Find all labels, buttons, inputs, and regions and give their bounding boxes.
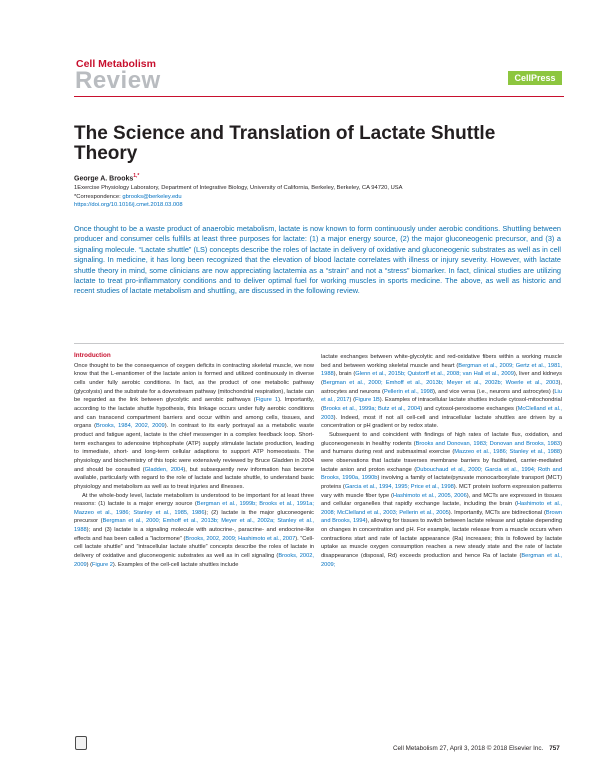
text: Subsequent to and coincident with findings of high rates of lactate flux, oxidation, and gluconeogenesis in healthy rodents ( xyxy=(321,431,562,447)
publisher-name: CellPress xyxy=(514,73,556,83)
reference-link[interactable]: Brooks and Donovan, 1983; Donovan and Brooks, 1983 xyxy=(415,440,561,447)
correspondence-label: *Correspondence: xyxy=(74,193,123,200)
left-column xyxy=(74,352,314,569)
reference-link[interactable]: Pellerin et al., 1998 xyxy=(383,388,433,395)
journal-name: Cell Metabolism xyxy=(76,58,156,70)
text: ), but subsequently new information has become available, particularly with regard to the role of lactate and lactate shuttle, to understand basic physiology and metabolism as well as to treat injuries and illnesses. xyxy=(74,466,314,490)
footer-citation: Cell Metabolism 27, April 3, 2018 © 2018 Elsevier Inc. xyxy=(393,745,544,752)
reference-link[interactable]: Mazzeo et al., 1986; Stanley et al., 1988 xyxy=(454,449,561,456)
text: ). MCT protein isoform expression patterns vary with muscle fiber type ( xyxy=(321,483,562,499)
text: ). Importantly, according to the lactate shuttle hypothesis, this linkage occurs under fully aerobic conditions and can transcend compartment barriers and occur within and among cells, tissues, and organs ( xyxy=(74,397,315,430)
text: ), and MCTs are expressed in tissues and cellular organelles that rapidly exchange lactate, including the brain ( xyxy=(321,492,562,508)
affiliation: 1Exercise Physiology Laboratory, Department of Integrative Biology, University of California, Berkeley, Berkeley, CA 94720, USA xyxy=(74,185,403,191)
affiliation-block xyxy=(74,184,544,210)
reference-link[interactable]: Dubouchaud et al., 2000; Garcia et al., 1994; Roth and Brooks, 1990a, 1990b xyxy=(321,466,562,482)
text: ) ( xyxy=(349,397,355,404)
text: ). Importantly, MCTs are bidirectional ( xyxy=(448,509,546,516)
reference-link[interactable]: Bergman et al., 2000; Emhoff et al., 2013b; Meyer et al., 2002a; Stanley et al., 1988 xyxy=(74,518,315,534)
text: ) were observations that lactate traverses membrane barriers by facilitated, carrier-mediated lactate anion and proton exchange ( xyxy=(321,449,562,473)
reference-link[interactable]: Bergman et al., 2000; Emhoff et al., 2013b; Meyer et al., 2002b; Woerle et al., 2003 xyxy=(322,379,559,386)
paragraph xyxy=(321,431,562,570)
publisher-logo xyxy=(508,71,562,85)
reference-link[interactable]: Brooks, 1984, 2002, 2009 xyxy=(96,423,165,430)
author-marks: 1,* xyxy=(133,173,140,179)
reference-link[interactable]: Hashimoto et al., 2008; McClelland et al., 2003; Pellerin et al., 2005 xyxy=(321,501,562,516)
section-label: Review xyxy=(75,67,161,94)
text: ), brain ( xyxy=(333,371,356,378)
author-name: George A. Brooks xyxy=(74,175,134,183)
text: ); (2) lactate is the major gluconeogenic precursor ( xyxy=(74,509,314,525)
text: ). Examples of the cell-cell lactate shuttles include xyxy=(112,561,239,568)
reference-link[interactable]: McClelland et al., 2003 xyxy=(321,405,563,421)
doi-link[interactable]: https://doi.org/10.1016/j.cmet.2018.03.008 xyxy=(74,202,183,209)
reference-link[interactable]: Hashimoto et al., 2005, 2006 xyxy=(392,492,467,499)
abstract: Once thought to be a waste product of anaerobic metabolism, lactate is now known to form continuously under aerobic conditions. Shuttling between producer and consumer cells fulfills at least three purposes for lactate: (1) a major energy source, (2) the major gluconeogenic precursor, and (3) a signaling molecule. “Lactate shuttle” (LS) concepts describe the roles of lactate in delivery of oxidative and gluconeogenic substrates as well as in cell signaling. In medicine, it has long been recognized that the elevation of blood lactate correlates with illness or injury severity. However, with lactate shuttle theory in mind, some clinicians are now appreciating lactatemia as a “strain” and not a “stress” biomarker. In fact, clinical studies are utilizing lactate to treat pro-inflammatory conditions and to deliver optimal fuel for working muscles in sports medicine. The above, as well as historic and recent studies of lactate metabolism and shuttling, are discussed in the following review. xyxy=(74,224,561,296)
paragraph xyxy=(74,362,314,492)
right-column xyxy=(321,353,562,569)
text: ), allowing for tissues to switch between lactate release and uptake depending on changes in concentration and pH. For example, lactate release from a muscle occurs when contractions start and rate of lactate appearance (Ra) increases; this is followed by lactate uptake as muscle oxygen consumption reaches a new steady state and the rate of lactate disappearance (disposal, Rd) exceeds production and hence Ra of lactate ( xyxy=(321,518,562,560)
reference-link[interactable]: Bergman et al., 2009; xyxy=(321,553,562,568)
paragraph xyxy=(321,353,562,431)
introduction-heading: Introduction xyxy=(74,352,111,359)
reference-link[interactable]: Brown and Brooks, 1994 xyxy=(321,509,562,525)
text: ). “Cell-cell lactate shuttle” and “intracellular lactate shuttle” concepts describe the roles of lactate in delivery of oxidative and gluconeogenic substrates as well as in cell signaling ( xyxy=(74,535,314,560)
page-number: 757 xyxy=(549,745,560,752)
reference-link[interactable]: Brooks, 2002, 2009 xyxy=(74,553,314,568)
text: ). Indeed, most if not all cell-cell and intracellular lactate shuttles are driven by a concentration or pH gradient or by redox state. xyxy=(321,414,562,430)
text: lactate exchanges between white-glycolytic and red-oxidative fibers within a working muscle bed and between working skeletal muscle and heart ( xyxy=(321,354,562,369)
text: ) ( xyxy=(86,561,93,568)
reference-link[interactable]: Figure 1 xyxy=(255,397,279,404)
text: ) and humans during rest and submaximal exercise ( xyxy=(321,440,562,456)
reference-link[interactable]: Figure 2 xyxy=(92,561,113,568)
reference-link[interactable]: Bergman et al., 2009; Gertz et al., 1981, 1988 xyxy=(321,362,562,378)
abstract-rule xyxy=(74,343,564,344)
paragraph xyxy=(74,492,314,570)
author-line xyxy=(74,173,139,182)
text: At the whole-body level, lactate metabolism is understood to be important for at least three reasons: (1) lactate is a major energy source ( xyxy=(74,492,314,508)
reference-link[interactable]: Figure 1B xyxy=(354,397,380,404)
page-footer xyxy=(393,745,560,752)
text: ), liver and kidneys ( xyxy=(321,371,562,386)
text: ) involving a family of lactate/pyruvate monocarboxylate transport (MCT) proteins ( xyxy=(321,475,562,490)
reference-link[interactable]: Glenn et al., 2015b; Quistorff et al., 2008; van Hall et al., 2009 xyxy=(355,371,514,378)
correspondence-email-link[interactable]: gbrooks@berkeley.edu xyxy=(122,193,182,200)
reference-link[interactable]: Garcia et al., 1994, 1995; Price et al., 1998 xyxy=(344,483,454,490)
text: ), astrocytes and neurons ( xyxy=(321,379,562,395)
reference-link[interactable]: Brooks et al., 1999a; Butz et al., 2004 xyxy=(322,405,421,412)
text: ). Examples of intracellular lactate shuttles include cytosol-mitochondrial ( xyxy=(321,397,562,412)
text: ) and cytosol-peroxisome exchanges ( xyxy=(420,405,518,412)
text: ); and (3) lactate is a signaling molecule with autocrine-, paracrine- and endocrine-like effects and has been called a “lactormone” ( xyxy=(74,527,314,542)
text: Once thought to be the consequence of oxygen deficits in contracting skeletal muscle, we now know that the L-enantiomer of the lactate anion is formed and utilized continuously in diverse cells under fully aerobic conditions. In fact, as the product of one metabolic pathway (glycolysis) and the substrate for a downstream pathway (mitochondrial respiration), lactate can be regarded as the link between glycolytic and aerobic pathways ( xyxy=(74,362,314,404)
correspondence xyxy=(74,193,544,202)
reference-link[interactable]: Liu et al., 2017 xyxy=(321,388,562,404)
reference-link[interactable]: Bergman et al., 1999b; Brooks et al., 1991a; Mazzeo et al., 1986; Stanley et al., 1985, 1986 xyxy=(74,501,314,516)
reference-link[interactable]: Brooks, 2002, 2009; Hashimoto et al., 2007 xyxy=(185,535,296,542)
article-title: The Science and Translation of Lactate Shuttle Theory xyxy=(74,123,496,164)
text: ). In contrast to its early portrayal as a metabolic waste product and fatigue agent, lactate is the chief messenger in a complex feedback loop. Short-term exchanges to adenosine triphosphate (ATP) supply stimulate lactate production, leading to immediate, short- and long-term cellular adaptions to support ATP homeostasis. The physiology and biochemistry of this topic were extensively reviewed by Bruce Gladden in 2004 and should be consulted ( xyxy=(74,423,314,473)
text: ), and vice versa (i.e., neurons and astrocytes) ( xyxy=(433,388,555,395)
reference-link[interactable]: Gladden, 2004 xyxy=(144,466,184,473)
header-rule xyxy=(74,96,564,97)
open-access-badge-icon[interactable] xyxy=(75,736,87,750)
